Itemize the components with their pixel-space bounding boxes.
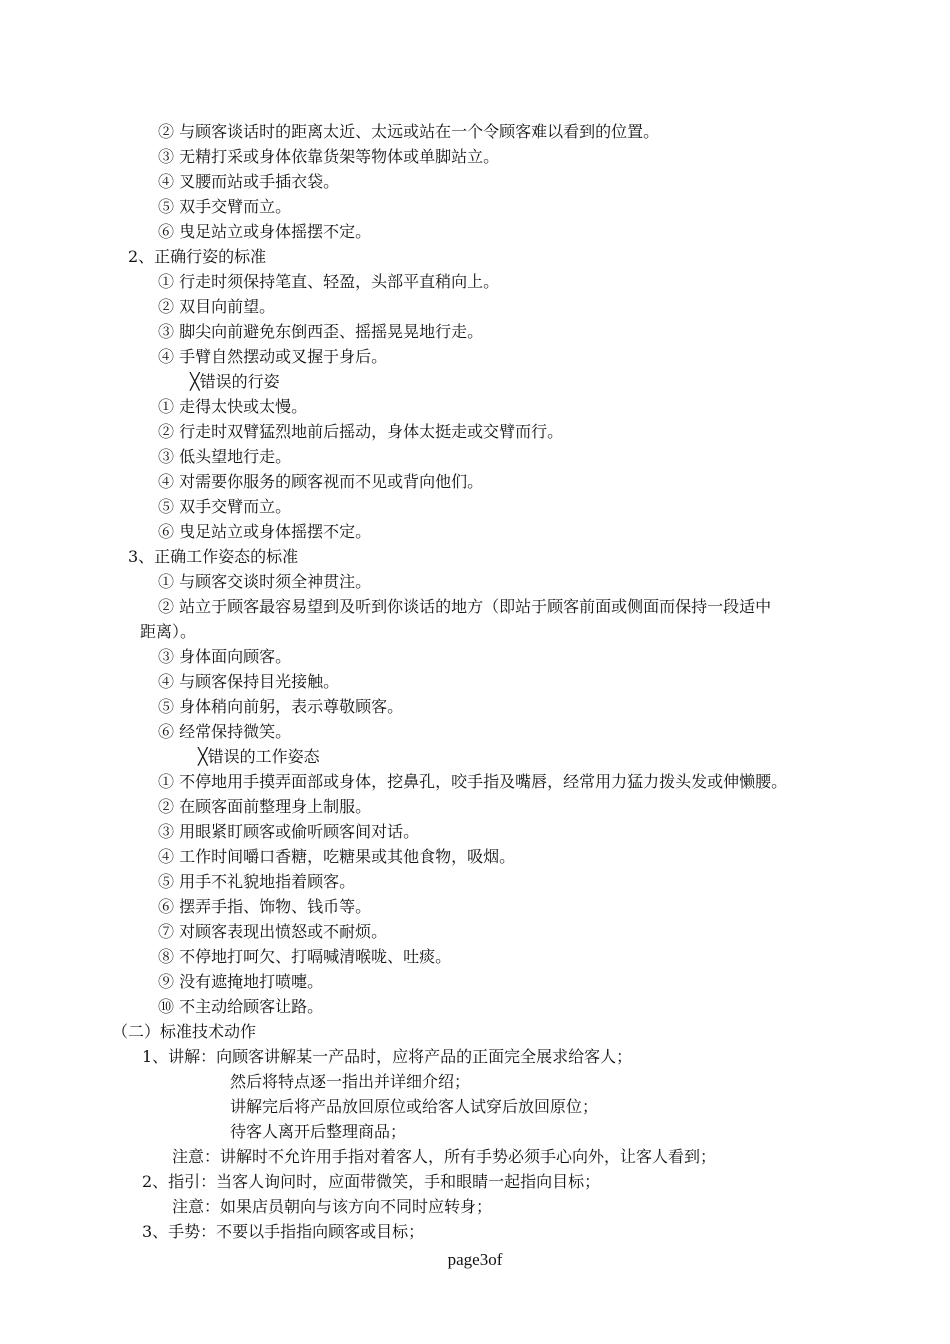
text-line: ① 行走时须保持笔直、轻盈，头部平直稍向上。 bbox=[158, 272, 500, 291]
text-line: 3、手势：不要以手指指向顾客或目标； bbox=[142, 1222, 425, 1241]
text-line: ⑥ 摆弄手指、饰物、钱币等。 bbox=[158, 897, 372, 916]
text-line: 讲解完后将产品放回原位或给客人试穿后放回原位； bbox=[230, 1097, 599, 1116]
text-line: 2、指引：当客人询问时，应面带微笑，手和眼睛一起指向目标； bbox=[142, 1172, 601, 1191]
text-line: 1、讲解：向顾客讲解某一产品时，应将产品的正面完全展求给客人； bbox=[142, 1047, 633, 1066]
text-line: ⑩ 不主动给顾客让路。 bbox=[158, 997, 324, 1016]
text-line: ⑤ 用手不礼貌地指着顾客。 bbox=[158, 872, 356, 891]
text-line: 注意：如果店员朝向与该方向不同时应转身； bbox=[172, 1197, 493, 1216]
text-line: ② 双目向前望。 bbox=[158, 297, 276, 316]
text-line: 注意：讲解时不允许用手指对着客人，所有手势必须手心向外，让客人看到； bbox=[172, 1147, 717, 1166]
section-heading: （二）标准技术动作 bbox=[112, 1022, 257, 1041]
text-line: ④ 手臂自然摆动或叉握于身后。 bbox=[158, 347, 388, 366]
text-line: ⑦ 对顾客表现出愤怒或不耐烦。 bbox=[158, 922, 388, 941]
page-footer: page3of bbox=[447, 1250, 503, 1269]
text-line: ① 走得太快或太慢。 bbox=[158, 397, 308, 416]
section-heading: 3、正确工作姿态的标准 bbox=[128, 547, 299, 566]
text-line: ③ 用眼紧盯顾客或偷听顾客间对话。 bbox=[158, 822, 420, 841]
text-line: ④ 工作时间嚼口香糖，吃糖果或其他食物，吸烟。 bbox=[158, 847, 516, 866]
text-line: ⑤ 双手交臂而立。 bbox=[158, 497, 292, 516]
subsection-heading: ╳错误的行姿 bbox=[190, 372, 280, 391]
text-line: 待客人离开后整理商品； bbox=[230, 1122, 407, 1141]
text-line: ⑧ 不停地打呵欠、打嗝喊清喉咙、吐痰。 bbox=[158, 947, 452, 966]
text-line: 然后将特点逐一指出并详细介绍； bbox=[230, 1072, 471, 1091]
text-line: ③ 身体面向顾客。 bbox=[158, 647, 292, 666]
text-line: ① 不停地用手摸弄面部或身体，挖鼻孔，咬手指及嘴唇，经常用力猛力拨头发或伸懒腰。 bbox=[158, 772, 788, 791]
text-line: ⑥ 经常保持微笑。 bbox=[158, 722, 292, 741]
text-line: ② 与顾客谈话时的距离太近、太远或站在一个令顾客难以看到的位置。 bbox=[158, 122, 660, 141]
text-line: ④ 与顾客保持目光接触。 bbox=[158, 672, 340, 691]
text-line: ④ 对需要你服务的顾客视而不见或背向他们。 bbox=[158, 472, 484, 491]
text-line: ② 站立于顾客最容易望到及听到你谈话的地方（即站于顾客前面或侧面而保持一段适中 bbox=[158, 597, 772, 616]
text-line: ② 行走时双臂猛烈地前后摇动，身体太挺走或交臂而行。 bbox=[158, 422, 564, 441]
subsection-heading: ╳错误的工作姿态 bbox=[198, 747, 320, 766]
section-heading: 2、正确行姿的标准 bbox=[128, 247, 267, 266]
text-line: ② 在顾客面前整理身上制服。 bbox=[158, 797, 372, 816]
text-line: ⑤ 身体稍向前躬，表示尊敬顾客。 bbox=[158, 697, 404, 716]
text-line: ⑨ 没有遮掩地打喷嚏。 bbox=[158, 972, 324, 991]
text-line: ⑤ 双手交臂而立。 bbox=[158, 197, 292, 216]
text-line: ③ 低头望地行走。 bbox=[158, 447, 292, 466]
text-line: ① 与顾客交谈时须全神贯注。 bbox=[158, 572, 372, 591]
text-line: ⑥ 曳足站立或身体摇摆不定。 bbox=[158, 222, 372, 241]
text-line: ③ 脚尖向前避免东倒西歪、摇摇晃晃地行走。 bbox=[158, 322, 484, 341]
text-line: ⑥ 曳足站立或身体摇摆不定。 bbox=[158, 522, 372, 541]
text-line: ③ 无精打采或身体依靠货架等物体或单脚站立。 bbox=[158, 147, 500, 166]
text-line: 距离）。 bbox=[140, 622, 197, 641]
text-line: ④ 叉腰而站或手插衣袋。 bbox=[158, 172, 340, 191]
